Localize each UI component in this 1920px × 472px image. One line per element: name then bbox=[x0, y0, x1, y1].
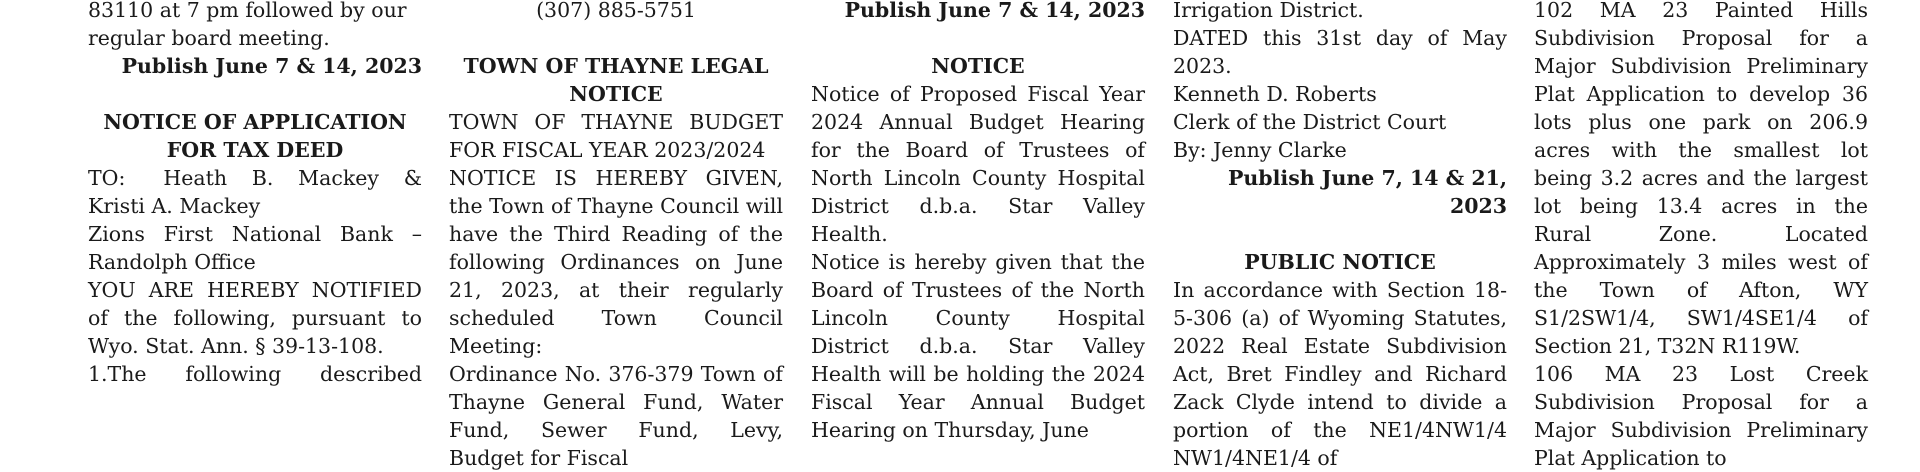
notice-paragraph: Notice is hereby given that the Board of Trustees of the North Lincoln County Hospital District d.b.a. Star Valley Health will be holding the 2024 Fiscal Year Annual Budget Hearing on Thursday, June bbox=[811, 250, 1145, 442]
item-paragraph: 1.The following described bbox=[88, 362, 422, 386]
notified-paragraph: YOU ARE HEREBY NOTIFIED of the following, pursuant to Wyo. Stat. Ann. § 39-13-108. bbox=[88, 278, 422, 358]
subdivision-paragraph: 106 MA 23 Lost Creek Subdivision Proposal for a Major Subdivision Preliminary Plat Application to bbox=[1534, 362, 1868, 470]
notice-paragraph: NOTICE IS HEREBY GIVEN, the Town of Thayne Council will have the Third Reading of the following Ordinances on June 21, 2023, at their regularly scheduled Town Council Meeting: bbox=[449, 166, 783, 358]
bank-line: Zions First National Bank – Randolph Office bbox=[88, 222, 422, 274]
publish-date: Publish June 7, 14 & 21, 2023 bbox=[1227, 166, 1507, 218]
publish-date: Publish June 7 & 14, 2023 bbox=[121, 54, 422, 78]
addressee bbox=[88, 164, 422, 220]
notice-heading: NOTICE OF APPLICATION FOR TAX DEED bbox=[103, 110, 407, 162]
signer-title: Clerk of the District Court bbox=[1173, 110, 1447, 134]
notice-heading: PUBLIC NOTICE bbox=[1244, 250, 1436, 274]
publish-date: Publish June 7 & 14, 2023 bbox=[844, 0, 1145, 22]
to-label: TO: bbox=[88, 166, 126, 190]
notice-heading: TOWN OF THAYNE LEGAL NOTICE bbox=[463, 54, 769, 106]
text-line: 83110 at 7 pm followed by our bbox=[88, 0, 407, 22]
column-1 bbox=[88, 0, 422, 388]
dated-line: DATED this 31st day of May 2023. bbox=[1173, 26, 1507, 78]
text-line: regular board meeting. bbox=[88, 26, 330, 50]
column-4 bbox=[1173, 0, 1507, 472]
text-line: Irrigation District. bbox=[1173, 0, 1364, 22]
column-5 bbox=[1534, 0, 1868, 472]
signer-by: By: Jenny Clarke bbox=[1173, 138, 1347, 162]
budget-title: TOWN OF THAYNE BUDGET FOR FISCAL YEAR 2023/2024 bbox=[449, 110, 783, 162]
to-text: Heath B. Mackey & Kristi A. Mackey bbox=[88, 166, 422, 218]
signer-name: Kenneth D. Roberts bbox=[1173, 82, 1377, 106]
column-2 bbox=[449, 0, 783, 472]
notice-paragraph: Notice of Proposed Fiscal Year 2024 Annual Budget Hearing for the Board of Trustees of North Lincoln County Hospital District d.b.a. Star Valley Health. bbox=[811, 82, 1145, 246]
column-3 bbox=[811, 0, 1145, 444]
subdivision-paragraph: 102 MA 23 Painted Hills Subdivision Proposal for a Major Subdivision Preliminary Plat Application to develop 36 lots plus one park on 206.9 acres with the smallest lot being 3.2 acres and the largest lot being 13.4 acres in the Rural Zone. Located Approximately 3 miles west of the Town of Afton, WY S1/2SW1/4, SW1/4SE1/4 of Section 21, T32N R119W. bbox=[1534, 0, 1868, 358]
phone-line: (307) 885-5751 bbox=[536, 0, 696, 22]
ordinance-paragraph: Ordinance No. 376-379 Town of Thayne General Fund, Water Fund, Sewer Fund, Levy, Budget for Fiscal bbox=[449, 362, 783, 470]
notice-heading: NOTICE bbox=[931, 54, 1025, 78]
notice-paragraph: In accordance with Section 18-5-306 (a) of Wyoming Statutes, 2022 Real Estate Subdivision Act, Bret Findley and Richard Zack Clyde intend to divide a portion of the NE1/4NW1/4 NW1/4NE1/4 of bbox=[1173, 278, 1507, 470]
